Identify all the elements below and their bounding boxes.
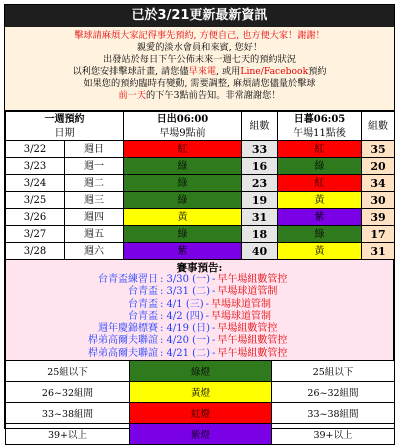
event-name: 台青盃練習日 bbox=[98, 274, 158, 285]
row-pm-light: 紫 bbox=[278, 209, 362, 226]
event-name: 桿弟高爾夫聯誼 bbox=[88, 335, 158, 347]
table-row bbox=[6, 158, 395, 175]
header-afternoon: 午場11點後 bbox=[278, 126, 362, 141]
event-date: : 3/30 (一) bbox=[160, 274, 210, 285]
legend-red-light: 紅燈 bbox=[130, 403, 272, 424]
table-row bbox=[6, 243, 395, 260]
row-pm-light: 黃 bbox=[278, 243, 362, 260]
row-am-count: 40 bbox=[242, 243, 278, 260]
event-date: : 3/31 (二) bbox=[160, 286, 210, 298]
event-name: 桿弟高爾夫聯誼 bbox=[88, 347, 158, 359]
event-item: 台青盃 : 4/1 (三) - 早場球道管制 bbox=[6, 299, 393, 311]
schedule-table bbox=[5, 111, 395, 260]
notice-4a: 以利您安排擊球計畫, 請您儘 bbox=[72, 66, 189, 77]
row-date: 3/24 bbox=[6, 175, 65, 192]
row-pm-light: 綠 bbox=[278, 226, 362, 243]
row-am-light: 紫 bbox=[124, 243, 242, 260]
row-date: 3/23 bbox=[6, 158, 65, 175]
event-name: 台青盃 bbox=[128, 310, 158, 322]
page-title: 已於3/21更新最新資訊 bbox=[5, 5, 394, 27]
table-row bbox=[6, 175, 395, 192]
events-title: 賽事預告: bbox=[176, 262, 223, 274]
event-item: 桿弟高爾夫聯誼 : 4/20 (一) - 早午場組數管控 bbox=[6, 335, 393, 347]
notice-6b: 的下午3點前告知。非常謝謝您！ bbox=[146, 90, 281, 101]
row-pm-light: 紅 bbox=[278, 175, 362, 192]
row-day: 週六 bbox=[65, 243, 124, 260]
row-am-light: 黃 bbox=[124, 209, 242, 226]
row-am-light: 綠 bbox=[124, 192, 242, 209]
row-pm-light: 紅 bbox=[278, 141, 362, 158]
header-date: 日期 bbox=[6, 126, 124, 141]
event-date: : 4/1 (三) bbox=[160, 298, 204, 310]
row-date: 3/28 bbox=[6, 243, 65, 260]
row-pm-count: 39 bbox=[362, 209, 395, 226]
event-name: 台青盃 bbox=[128, 298, 158, 310]
table-row bbox=[6, 141, 395, 158]
event-text: 早場球道管制 bbox=[217, 286, 278, 298]
row-am-count: 18 bbox=[242, 226, 278, 243]
event-name: 台青盃 bbox=[128, 286, 158, 298]
row-date: 3/26 bbox=[6, 209, 65, 226]
row-day: 週日 bbox=[65, 141, 124, 158]
events-panel bbox=[5, 260, 394, 360]
legend-row bbox=[6, 361, 395, 382]
notice-line-4 bbox=[5, 66, 394, 78]
legend-right: 33~38組間 bbox=[272, 403, 395, 424]
row-day: 週三 bbox=[65, 192, 124, 209]
event-item: 台青盃 : 4/2 (四) - 早場球道管制 bbox=[6, 311, 393, 323]
legend-purple-light: 紫燈 bbox=[130, 424, 272, 445]
header-sunrise: 日出06:00 bbox=[124, 112, 242, 127]
legend-left: 26~32組間 bbox=[6, 382, 130, 403]
row-am-light: 紅 bbox=[124, 141, 242, 158]
notice-4c: , 或用 bbox=[216, 66, 241, 77]
legend-left: 33~38組間 bbox=[6, 403, 130, 424]
event-date: : 4/19 (日) bbox=[160, 323, 210, 335]
header-row-2 bbox=[6, 126, 395, 141]
event-name: 週年慶錦標賽 bbox=[98, 323, 158, 335]
row-pm-light: 綠 bbox=[278, 158, 362, 175]
row-day: 週二 bbox=[65, 175, 124, 192]
event-text: 早午場組數管控 bbox=[217, 335, 288, 347]
legend-table bbox=[5, 360, 395, 445]
legend-right: 39+以上 bbox=[272, 424, 395, 445]
event-date: : 4/20 (一) bbox=[160, 335, 210, 347]
row-am-count: 31 bbox=[242, 209, 278, 226]
legend-right: 25組以下 bbox=[272, 361, 395, 382]
event-item: 桿弟高爾夫聯誼 : 4/21 (二) - 早午場組數管控 bbox=[6, 348, 393, 360]
header-sunset: 日暮06:05 bbox=[278, 112, 362, 127]
notice-line-3: 出發站於每日下午公佈未來一週七天的預約狀況 bbox=[103, 54, 296, 65]
table-row bbox=[6, 192, 395, 209]
row-am-count: 33 bbox=[242, 141, 278, 158]
notice-line-2: 親愛的淡水會員和來賓, 您好！ bbox=[136, 42, 263, 53]
notice-6a: 前一天 bbox=[118, 90, 147, 101]
event-date: : 4/21 (二) bbox=[160, 347, 210, 359]
row-day: 週四 bbox=[65, 209, 124, 226]
table-row bbox=[6, 209, 395, 226]
event-text: 早場組數管控 bbox=[217, 323, 278, 335]
event-text: 早場球道管制 bbox=[211, 310, 272, 322]
row-am-count: 23 bbox=[242, 175, 278, 192]
table-row bbox=[6, 226, 395, 243]
event-text: 早場球道管制 bbox=[211, 298, 272, 310]
legend-green-light: 綠燈 bbox=[130, 361, 272, 382]
header-groups-pm: 組數 bbox=[362, 112, 395, 141]
header-groups-am: 組數 bbox=[242, 112, 278, 141]
notice-4d: Line/Facebook bbox=[240, 66, 309, 77]
notice-line-1: 擊球請麻煩大家記得事先預約, 方便自己, 也方便大家！謝謝！ bbox=[74, 30, 325, 41]
header-morning: 早場9點前 bbox=[124, 126, 242, 141]
row-pm-count: 35 bbox=[362, 141, 395, 158]
event-item: 台青盃 : 3/31 (二) - 早場球道管制 bbox=[6, 286, 393, 298]
reservation-board bbox=[4, 4, 395, 441]
legend-left: 25組以下 bbox=[6, 361, 130, 382]
row-date: 3/25 bbox=[6, 192, 65, 209]
row-am-light: 綠 bbox=[124, 158, 242, 175]
legend-row bbox=[6, 403, 395, 424]
legend-row bbox=[6, 424, 395, 445]
row-pm-light: 黃 bbox=[278, 192, 362, 209]
row-date: 3/22 bbox=[6, 141, 65, 158]
event-date: : 4/2 (四) bbox=[160, 310, 204, 322]
notice-panel bbox=[5, 27, 394, 111]
row-pm-count: 34 bbox=[362, 175, 395, 192]
row-pm-count: 30 bbox=[362, 192, 395, 209]
row-day: 週一 bbox=[65, 158, 124, 175]
header-weekly: 一週預約 bbox=[6, 112, 124, 127]
event-item: 台青盃練習日 : 3/30 (一) - 早午場組數管控 bbox=[6, 274, 393, 286]
event-text: 早午場組數管控 bbox=[217, 274, 288, 285]
notice-line-6 bbox=[5, 90, 394, 102]
row-date: 3/27 bbox=[6, 226, 65, 243]
legend-yellow-light: 黃燈 bbox=[130, 382, 272, 403]
row-pm-count: 20 bbox=[362, 158, 395, 175]
notice-line-5: 如果您的預約臨時有變動, 需要調整, 麻煩請您儘量於擊球 bbox=[83, 78, 316, 89]
event-item: 週年慶錦標賽 : 4/19 (日) - 早場組數管控 bbox=[6, 323, 393, 335]
row-pm-count: 17 bbox=[362, 226, 395, 243]
row-day: 週五 bbox=[65, 226, 124, 243]
legend-right: 26~32組間 bbox=[272, 382, 395, 403]
legend-left: 39+以上 bbox=[6, 424, 130, 445]
event-text: 早午場組數管控 bbox=[217, 347, 288, 359]
row-am-count: 19 bbox=[242, 192, 278, 209]
notice-4b: 早來電 bbox=[188, 66, 217, 77]
notice-4e: 預約 bbox=[308, 66, 327, 77]
row-am-light: 綠 bbox=[124, 175, 242, 192]
row-pm-count: 31 bbox=[362, 243, 395, 260]
header-row-1 bbox=[6, 112, 395, 127]
row-am-light: 綠 bbox=[124, 226, 242, 243]
row-am-count: 16 bbox=[242, 158, 278, 175]
legend-row bbox=[6, 382, 395, 403]
